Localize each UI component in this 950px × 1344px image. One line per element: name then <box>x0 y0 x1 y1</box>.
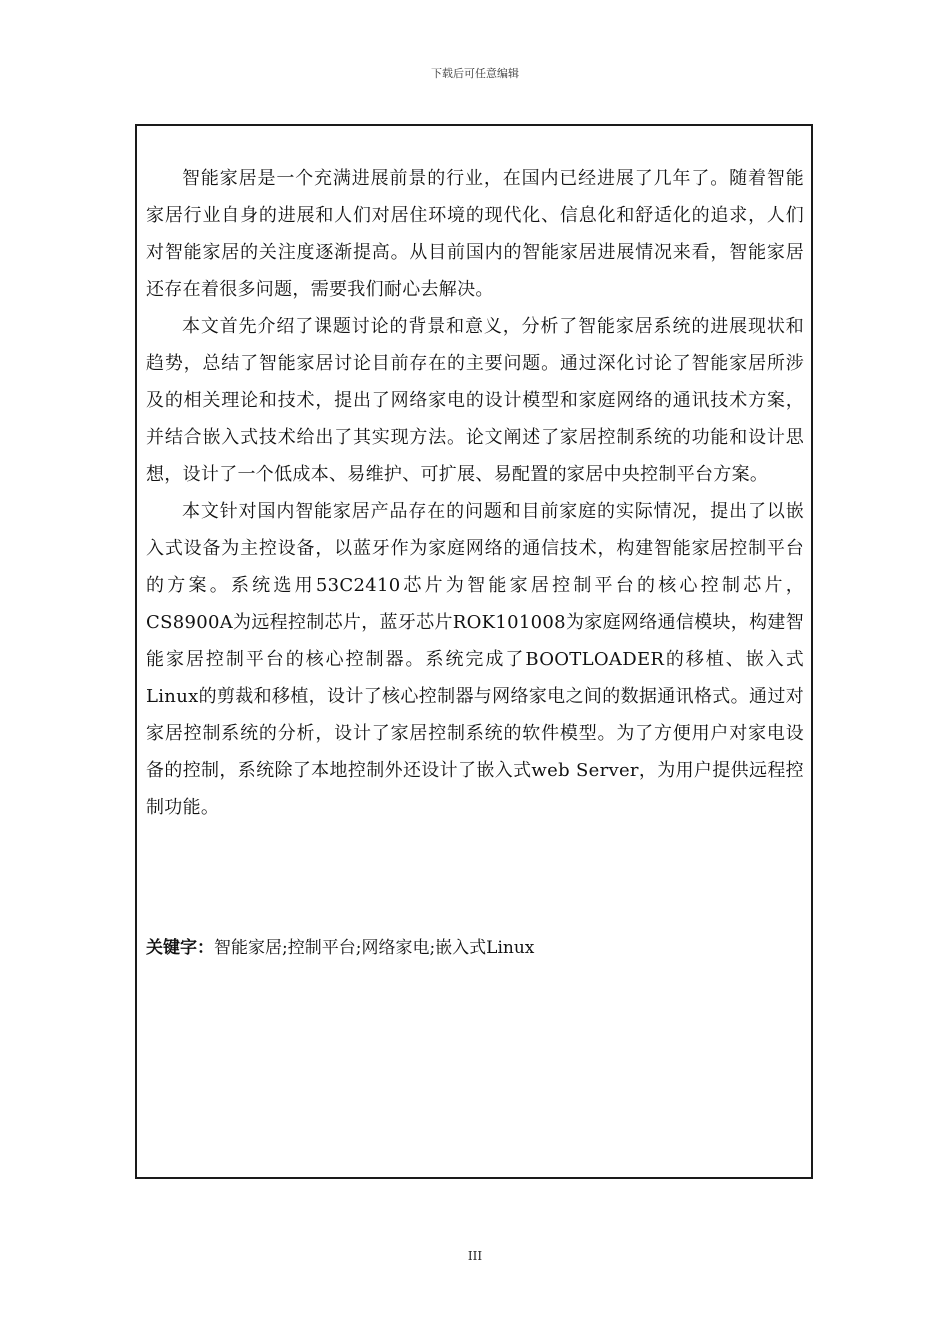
keywords-value: 智能家居;控制平台;网络家电;嵌入式Linux <box>214 938 535 958</box>
page-header: 下载后可任意编辑 <box>431 67 519 80</box>
keywords-label: 关键字： <box>146 938 214 958</box>
page-number: III <box>467 1249 483 1263</box>
abstract-body <box>146 160 804 826</box>
abstract-paragraph-3: 本文针对国内智能家居产品存在的问题和目前家庭的实际情况，提出了以嵌入式设备为主控设备，以蓝牙作为家庭网络的通信技术，构建智能家居控制平台的方案。系统选用53C2410芯片为智能家居控制平台的核心控制芯片，CS8900A为远程控制芯片，蓝牙芯片ROK101008为家庭网络通信模块，构建智能家居控制平台的核心控制器。系统完成了BOOTLOADER的移植、嵌入式Linux的剪裁和移植，设计了核心控制器与网络家电之间的数据通讯格式。通过对家居控制系统的分析，设计了家居控制系统的软件模型。为了方便用户对家电设备的控制，系统除了本地控制外还设计了嵌入式web Server，为用户提供远程控制功能。 <box>146 501 804 818</box>
abstract-paragraph-2: 本文首先介绍了课题讨论的背景和意义，分析了智能家居系统的进展现状和趋势，总结了智能家居讨论目前存在的主要问题。通过深化讨论了智能家居所涉及的相关理论和技术，提出了网络家电的设计模型和家庭网络的通讯技术方案，并结合嵌入式技术给出了其实现方法。论文阐述了家居控制系统的功能和设计思想，设计了一个低成本、易维护、可扩展、易配置的家居中央控制平台方案。 <box>146 316 804 485</box>
keywords-line <box>146 933 804 963</box>
abstract-frame <box>135 124 813 1179</box>
abstract-paragraph-1: 智能家居是一个充满进展前景的行业，在国内已经进展了几年了。随着智能家居行业自身的进展和人们对居住环境的现代化、信息化和舒适化的追求，人们对智能家居的关注度逐渐提高。从目前国内的智能家居进展情况来看，智能家居还存在着很多问题，需要我们耐心去解决。 <box>146 168 804 300</box>
